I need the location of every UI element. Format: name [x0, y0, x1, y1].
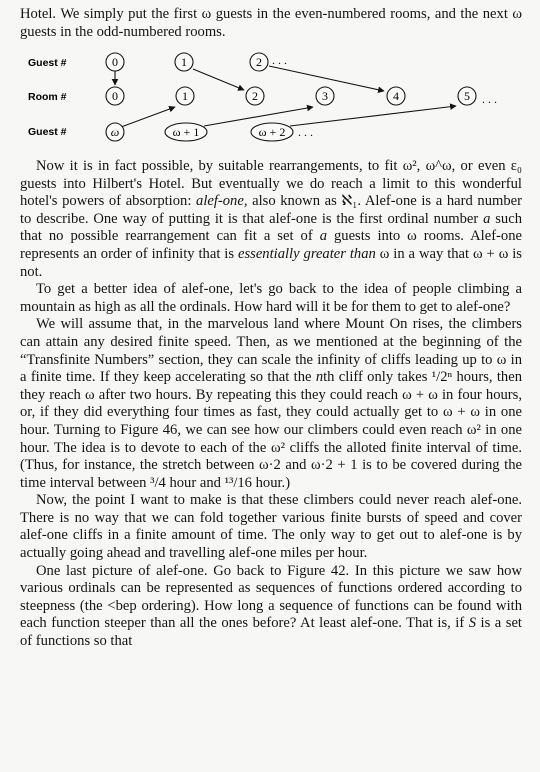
svg-text:ω + 1: ω + 1	[172, 125, 200, 139]
text-run: guests into ω rooms. Alef-one represents an order of infinity that is	[20, 228, 522, 262]
arrow-g1-r2	[193, 69, 244, 90]
svg-text:0: 0	[112, 55, 118, 69]
guest-node-2	[250, 53, 268, 71]
svg-text:5: 5	[464, 89, 470, 103]
text-run: ω in a way that ω + ω is not.	[20, 245, 522, 280]
text-run: essentially greater than	[237, 245, 376, 262]
intro-text	[20, 6, 522, 41]
text-run: n	[315, 369, 324, 386]
text-run: such that no possible rearrangement can fit a set of	[20, 210, 522, 245]
room-ellipsis: . . .	[482, 92, 497, 106]
guest-top-ellipsis: . . .	[272, 53, 287, 67]
text-run: S	[468, 615, 477, 632]
intro-paragraph: Hotel. We simply put the first ω guests in the even-numbered rooms, and the next ω guests in the odd-numbered rooms.	[20, 6, 522, 40]
text-run: Now, the point I want to make is that these climbers could never reach alef-one. There is no way that we can fold together various finite bursts of speed and cover alef-one cliffs in a finite amount of time. The only way to get out to alef-one is by actually going ahead and travelling alef-one miles per hour.	[20, 492, 522, 562]
row-label-guest-bottom: Guest #	[28, 126, 67, 138]
svg-text:ω: ω	[110, 125, 120, 139]
text-run: Now it is in fact possible, by suitable rearrangements, to fit ω², ω^ω, or even ε₀ guests into Hilbert's Hotel. But eventually we do reach a limit to this wonderful hotel's powers of absorption:	[20, 158, 522, 210]
svg-text:2: 2	[252, 89, 258, 103]
paragraph-p2	[20, 281, 522, 316]
paragraph-p3	[20, 316, 522, 492]
room-node-0	[106, 87, 124, 105]
svg-text:3: 3	[322, 89, 328, 103]
room-node-3	[316, 87, 334, 105]
text-run: is a set of functions so that	[20, 615, 522, 650]
guest-node-0	[106, 53, 124, 71]
svg-text:4: 4	[393, 89, 399, 103]
room-node-5	[458, 87, 476, 105]
guest-bottom-ellipsis: . . .	[298, 125, 313, 139]
text-run: alef-one,	[196, 193, 248, 210]
svg-text:1: 1	[182, 89, 188, 103]
row-label-guest-top: Guest #	[28, 57, 67, 69]
paragraph-p1	[20, 158, 522, 281]
svg-text:0: 0	[112, 89, 118, 103]
text-run: We will assume that, in the marvelous land where Mount On rises, the climbers can attain any desired finite speed. Then, as we mentioned at the beginning of the “Transfinite Numbers” section, they can scale the infinity of cliffs leading up to ω in a finite time. If they keep accelerating so that the	[20, 316, 522, 386]
paragraph-p5	[20, 563, 522, 651]
text-run: To get a better idea of alef-one, let's go back to the idea of people climbing a mountain as high as all the ordinals. How hard will it be for them to get to alef-one?	[20, 281, 522, 315]
text-run: also known as ℵ₁. Alef-one is a hard number to describe. One way of putting it is that alef-one is the first ordinal number	[20, 193, 522, 227]
room-node-1	[176, 87, 194, 105]
room-node-4	[387, 87, 405, 105]
guest-node-omega	[106, 123, 124, 141]
arrow-gw-r1	[121, 107, 175, 127]
paragraph-p4	[20, 492, 522, 562]
text-run: th cliff only takes ¹/2ⁿ hours, then they reach ω after two hours. By repeating this they could reach ω + ω in four hours, or, if they did everything four times as fast, they could actually get to ω + ω in one hour. Turning to Figure 46, we can see how our climbers could even reach ω² in one hour. The idea is to devote to each of the ω² cliffs the alloted finite interval of time. (Thus, for instance, the stretch between ω·2 and ω·2 + 1 is to be covered during the time interval between ³/4 hour and ¹³/16 hour.)	[20, 369, 522, 491]
text-run: One last picture of alef-one. Go back to Figure 42. In this picture we saw how various ordinals can be represented as sequences of functions ordered according to steepness (the <bep ordering). How long a sequence of functions can be found with each function steeper than all the ones before? At least alef-one. That is, if	[20, 562, 522, 632]
guest-node-1	[175, 53, 193, 71]
text-run: a	[483, 210, 491, 227]
arrow-gw2-r5	[290, 106, 456, 126]
svg-text:ω + 2: ω + 2	[258, 125, 286, 139]
text-run: a	[319, 228, 327, 245]
guest-node-omega-plus-2	[251, 123, 293, 141]
svg-text:2: 2	[256, 55, 262, 69]
row-label-room: Room #	[28, 91, 67, 103]
guest-node-omega-plus-1	[165, 123, 207, 141]
hilbert-hotel-diagram	[0, 48, 540, 150]
arrow-gw1-r3	[204, 107, 313, 126]
svg-text:1: 1	[181, 55, 187, 69]
body-text	[20, 158, 522, 651]
room-node-2	[246, 87, 264, 105]
